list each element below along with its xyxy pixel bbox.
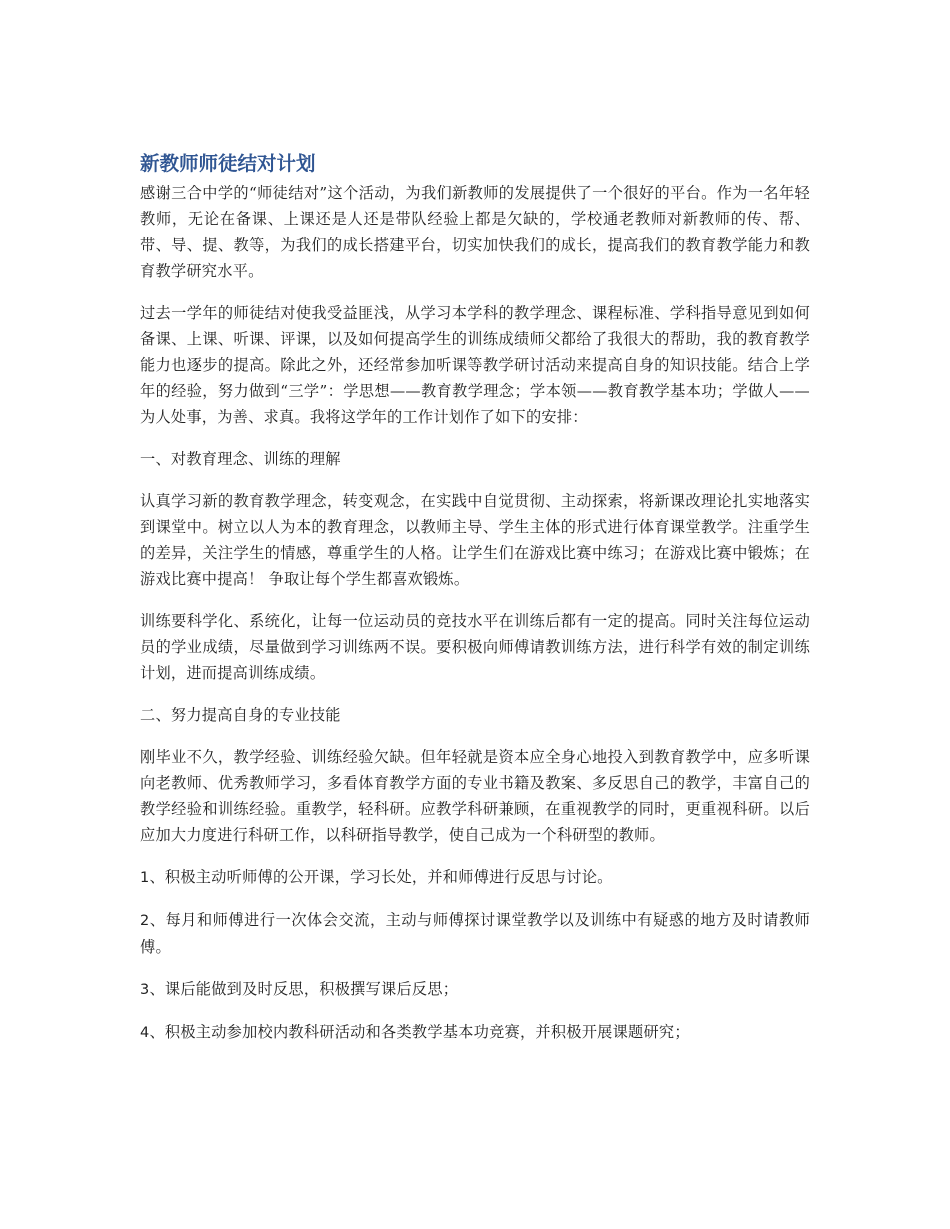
list-item-text: 、每月和师傅进行一次体会交流，主动与师傅探讨课堂教学以及训练中有疑惑的地方及时请教师傅。: [140, 911, 810, 956]
section-1-paragraph-1: 认真学习新的教育教学理念，转变观念，在实践中自觉贯彻、主动探索，将新课改理论扎实地落实到课堂中。树立以人为本的教育理念，以教师主导、学生主体的形式进行体育课堂教学。注重学生的差异，关注学生的情感，尊重学生的人格。让学生们在游戏比赛中练习；在游戏比赛中锻炼；在游戏比赛中提高！ 争取让每个学生都喜欢锻炼。: [140, 492, 810, 588]
list-item-4: [140, 1019, 810, 1046]
list-item-text: 、积极主动听师傅的公开课，学习长处，并和师傅进行反思与讨论。: [149, 868, 613, 886]
section-1-heading: 一、对教育理念、训练的理解: [140, 450, 341, 468]
list-item-1: [140, 864, 810, 891]
list-number: 4: [140, 1025, 150, 1041]
list-item-2: [140, 907, 810, 960]
list-item-3: [140, 976, 810, 1003]
document-page: [140, 148, 810, 1062]
list-item-text: 、积极主动参加校内教科研活动和各类教学基本功竞赛，并积极开展课题研究；: [149, 1023, 690, 1041]
intro-paragraph-1: 感谢三合中学的“师徒结对”这个活动，为我们新教师的发展提供了一个很好的平台。作为一名年轻教师，无论在备课、上课还是人还是带队经验上都是欠缺的，学校通老教师对新教师的传、帮、带、导、提、教等，为我们的成长搭建平台，切实加快我们的成长，提高我们的教育教学能力和教育教学研究水平。: [140, 184, 810, 280]
list-number: 3: [140, 982, 150, 998]
list-number: 1: [140, 870, 150, 886]
intro-paragraph-2: 过去一学年的师徒结对使我受益匪浅，从学习本学科的教学理念、课程标准、学科指导意见到如何备课、上课、听课、评课，以及如何提高学生的训练成绩师父都给了我很大的帮助，我的教育教学能力也逐步的提高。除此之外，还经常参加听课等教学研讨活动来提高自身的知识技能。结合上学年的经验，努力做到“三学”：学思想——教育教学理念；学本领——教育教学基本功；学做人——为人处事，为善、求真。我将这学年的工作计划作了如下的安排：: [140, 304, 810, 426]
list-number: 2: [140, 913, 150, 929]
section-1-paragraph-2: 训练要科学化、系统化，让每一位运动员的竞技水平在训练后都有一定的提高。同时关注每位运动员的学业成绩，尽量做到学习训练两不误。要积极向师傅请教训练方法，进行科学有效的制定训练计划，进而提高训练成绩。: [140, 612, 810, 682]
list-item-text: 、课后能做到及时反思，积极撰写课后反思；: [149, 980, 459, 998]
section-2-heading: 二、努力提高自身的专业技能: [140, 706, 341, 724]
section-2-paragraph-1: 刚毕业不久，教学经验、训练经验欠缺。但年轻就是资本应全身心地投入到教育教学中，应多听课向老教师、优秀教师学习，多看体育教学方面的专业书籍及教案、多反思自己的教学，丰富自己的教学经验和训练经验。重教学，轻科研。应教学科研兼顾，在重视教学的同时，更重视科研。以后应加大力度进行科研工作，以科研指导教学，使自己成为一个科研型的教师。: [140, 748, 810, 844]
document-title: 新教师师徒结对计划: [140, 152, 316, 175]
